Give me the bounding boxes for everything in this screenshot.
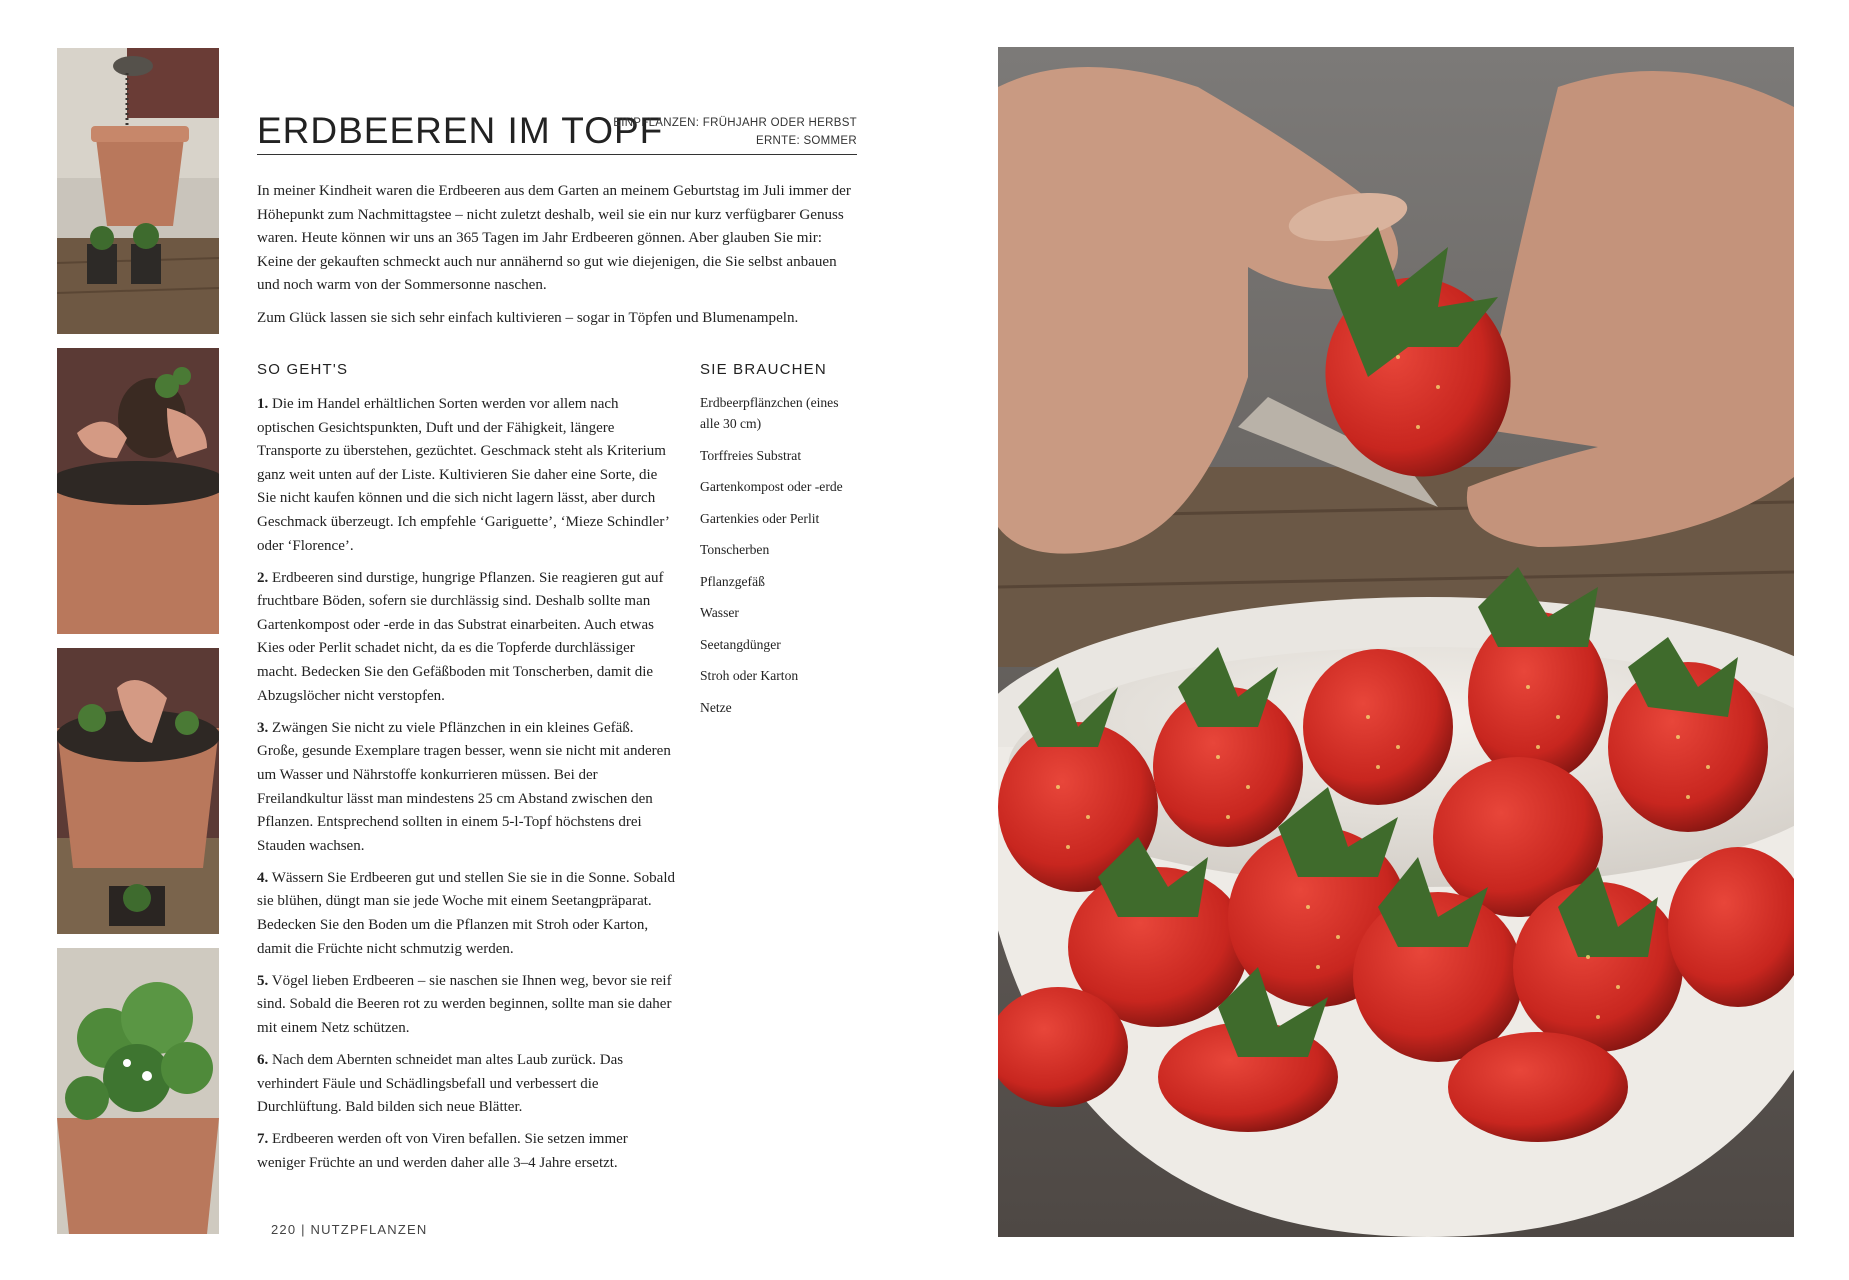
intro-text: [257, 180, 861, 340]
step-number: 7.: [257, 1131, 269, 1148]
planting-season: EINPFLANZEN: FRÜHJAHR ODER HERBST: [613, 117, 857, 129]
step-number: 1.: [257, 396, 269, 412]
step-item: [257, 1128, 675, 1175]
season-info: [613, 114, 857, 150]
step-item: [257, 717, 675, 859]
step-number: 4.: [257, 869, 269, 886]
needs-item: Erdbeerpflänzchen (eines alle 30 cm): [700, 395, 839, 431]
step-number: 3.: [257, 719, 269, 736]
needs-heading: SIE BRAUCHEN: [700, 361, 827, 378]
needs-item: Netze: [700, 699, 732, 715]
needs-item: Tonscherben: [700, 542, 770, 557]
step-item: [257, 970, 675, 1041]
photo-plant-rootball: [57, 348, 219, 634]
step-item: [257, 393, 675, 558]
needs-item: Stroh oder Karton: [700, 668, 799, 683]
photo-planting-seedlings: [57, 648, 219, 934]
needs-item: Wasser: [700, 605, 739, 620]
steps-list: [257, 393, 675, 1184]
step-number: 2.: [257, 569, 269, 586]
page-title: ERDBEEREN IM TOPF: [257, 110, 664, 151]
photo-potted-strawberry: [57, 948, 219, 1234]
photo-pouring-gravel: [57, 48, 219, 334]
step-text: Vögel lieben Erdbeeren – sie naschen sie Ihnen weg, bevor sie reif sind. Sobald die Beeren rot zu werden beginnen, sollte man sie daher mit einem Netz schützen.: [257, 972, 672, 1036]
step-number: 5.: [257, 972, 269, 989]
needs-item: Seetangdünger: [700, 636, 781, 652]
step-number: 6.: [257, 1051, 269, 1068]
harvest-season: ERNTE: SOMMER: [755, 135, 857, 147]
step-text: Die im Handel erhältlichen Sorten werden vor allem nach optischen Gesichtspunkten, Duft und der Fähigkeit, längere Transporte zu überstehen, gezüchtet. Geschmack steht als Kriterium ganz weit unten auf der Liste. Kultivieren Sie daher eine Sorte, die Sie nicht kaufen können und die sich nicht lagern lässt, aber durch Geschmack überzeugt. Ich empfehle ‘Gariguette’, ‘Mieze Schindler’ oder ‘Florence’.: [257, 396, 669, 554]
step-item: [257, 1049, 675, 1120]
step-text: Zwängen Sie nicht zu viele Pflänzchen in ein kleines Gefäß. Große, gesunde Exemplare tragen besser, wenn sie nicht mit anderen um Wasser und Nährstoffe konkurrieren müssen. Bei der Freilandkultur lässt man mindestens 25 cm Abstand zwischen den Pflanzen. Entsprechend sollten in einem 5-l-Topf höchstens drei Stauden wachsen.: [257, 719, 671, 854]
step-text: Erdbeeren sind durstige, hungrige Pflanzen. Sie reagieren gut auf fruchtbare Böden, sofern sie durchlässig sind. Deshalb sollte man Gartenkompost oder -erde in das Substrat einarbeiten. Auch etwas Kies oder Perlit schadet nicht, da es die Topferde durchlässiger macht. Bedecken Sie den Gefäßboden mit Tonscherben, damit die Abzugslöcher nicht verstopfen.: [257, 569, 664, 704]
step-text: Wässern Sie Erdbeeren gut und stellen Sie sie in die Sonne. Sobald sie blühen, düngt man sie jede Woche mit einem Seetangpräparat. Bedecken Sie den Boden um die Pflanzen mit Stroh oder Karton, damit die Früchte nicht schmutzig werden.: [257, 869, 675, 957]
needs-item: Gartenkompost oder -erde: [700, 479, 843, 494]
photo-strawberries-bowl: [998, 47, 1794, 1237]
needs-item: Torffreies Substrat: [700, 447, 802, 463]
needs-item: Pflanzgefäß: [700, 573, 765, 589]
step-text: Erdbeeren werden oft von Viren befallen. Sie setzen immer weniger Früchte an und werden daher alle 3–4 Jahre ersetzt.: [257, 1131, 628, 1171]
needs-item: Gartenkies oder Perlit: [700, 510, 820, 526]
intro-paragraph: In meiner Kindheit waren die Erdbeeren aus dem Garten an meinem Geburtstag im Juli immer der Höhepunkt zum Nachmittagstee – nicht zuletzt deshalb, weil sie ein nur kurz verfügbarer Genuss waren. Heute können wir uns an 365 Tagen im Jahr Erdbeeren gönnen. Aber glauben Sie mir: Keine der gekauften schmeckt auch nur annähernd so gut wie diejenigen, die Sie selbst anbauen und noch warm von der Sommersonne naschen.: [257, 183, 851, 294]
title-bar: [257, 108, 857, 155]
step-item: [257, 567, 675, 709]
needs-list: [700, 392, 850, 728]
step-text: Nach dem Abernten schneidet man altes Laub zurück. Das verhindert Fäule und Schädlingsbefall und verbessert die Durchlüftung. Bald bilden sich neue Blätter.: [257, 1051, 624, 1116]
page-footer: 220 | NUTZPFLANZEN: [271, 1222, 428, 1237]
intro-paragraph: Zum Glück lassen sie sich sehr einfach kultivieren – sogar in Töpfen und Blumenampeln.: [257, 309, 799, 326]
step-item: [257, 867, 675, 961]
steps-heading: SO GEHT'S: [257, 361, 349, 378]
